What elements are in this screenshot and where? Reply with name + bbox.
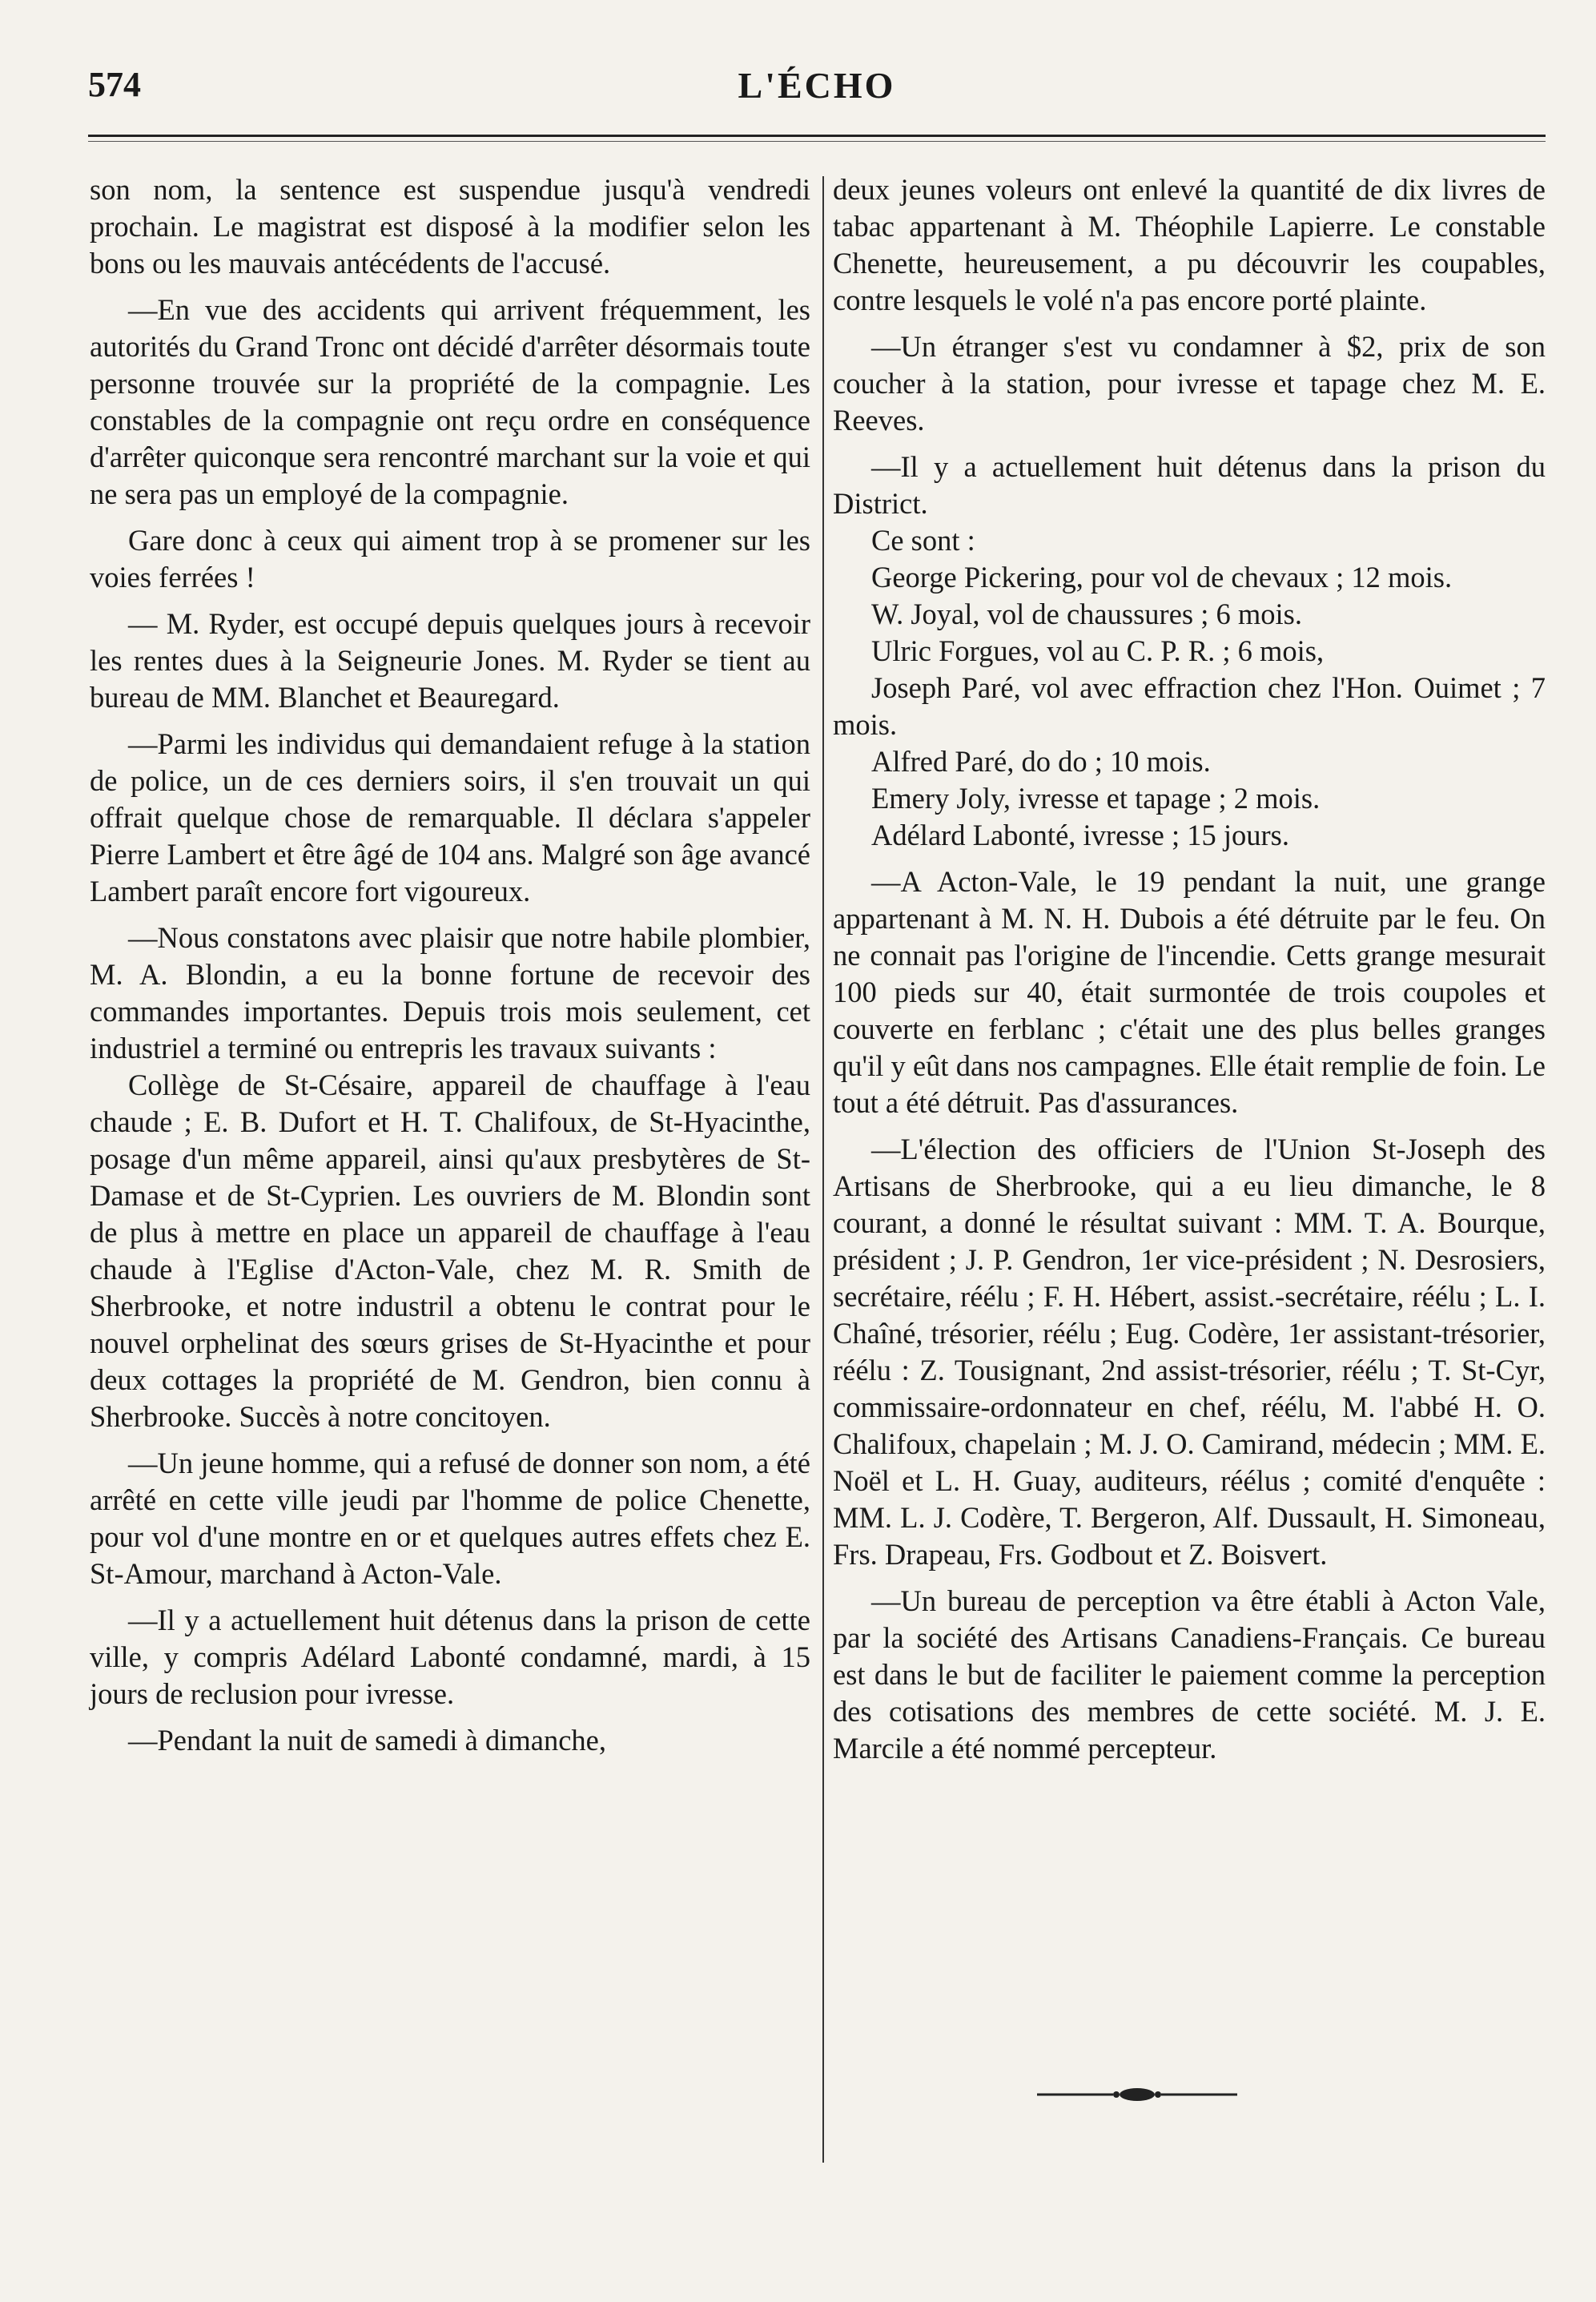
article-paragraph: —Parmi les individus qui demandaient refuge à la station de police, un de ces derniers soirs, il s'en trouvait un qui offrait quelque chose de remarquable. Il déclara s'appeler Pierre Lambert et être âgé de 104 ans. Malgré son âge avancé Lambert paraît encore fort vigoureux. <box>90 727 810 908</box>
right-column <box>833 171 1546 1777</box>
article-paragraph: —Pendant la nuit de samedi à dimanche, <box>128 1724 607 1757</box>
page-number: 574 <box>88 65 141 104</box>
article-paragraph: son nom, la sentence est suspendue jusqu'à vendredi prochain. Le magistrat est disposé à la modifier selon les bons ou les mauvais antécédents de l'accusé. <box>90 173 810 280</box>
article-paragraph: —En vue des accidents qui arrivent fréquemment, les autorités du Grand Tronc ont décidé d'arrêter désormais toute personne trouvée sur la propriété de la compagnie. Les constables de la compagnie ont reçu ordre en conséquence d'arrêter quiconque sera rencontré marchant sur la voie et qui ne sera pas un employé de la compagnie. <box>90 293 810 510</box>
list-item: Joseph Paré, vol avec effraction chez l'Hon. Ouimet ; 7 mois. <box>833 671 1546 741</box>
article-paragraph: —L'élection des officiers de l'Union St-Joseph des Artisans de Sherbrooke, qui a eu lieu dimanche, le 8 courant, a donné le résultat suivant : MM. T. A. Bourque, président ; J. P. Gendron, 1er vice-président ; N. Desrosiers, secrétaire, réélu ; F. H. Hébert, assist.-secrétaire, réélu ; L. I. Chaîné, trésorier, réélu ; Eug. Codère, 1er assistant-trésorier, réélu : Z. Tousignant, 2nd assist-trésorier, réélu ; T. St-Cyr, commissaire-ordonnateur en chef, réélu, M. l'abbé H. O. Chalifoux, chapelain ; M. J. O. Camirand, médecin ; MM. E. Noël et L. H. Guay, auditeurs, réélus ; comité d'enquête : MM. L. J. Codère, T. Bergeron, Alf. Dussault, H. Simoneau, Frs. Drapeau, Frs. Godbout et Z. Boisvert. <box>833 1133 1546 1571</box>
article-paragraph: —Il y a actuellement huit détenus dans la prison de cette ville, y compris Adélard Labonté condamné, mardi, à 15 jours de reclusion pour ivresse. <box>90 1604 810 1710</box>
header-rule <box>88 135 1546 137</box>
article-paragraph: —Nous constatons avec plaisir que notre habile plombier, M. A. Blondin, a eu la bonne fortune de recevoir des commandes importantes. Depuis trois mois seulement, cet industriel a terminé ou entrepris les travaux suivants : <box>90 921 810 1064</box>
article-paragraph: —Il y a actuellement huit détenus dans la prison du District. <box>833 450 1546 520</box>
left-column <box>90 171 810 1769</box>
page-header <box>88 64 1546 128</box>
article-paragraph: —Un étranger s'est vu condamner à $2, prix de son coucher à la station, pour ivresse et tapage chez M. E. Reeves. <box>833 330 1546 437</box>
header-rule-thin <box>88 141 1546 142</box>
article-paragraph: Collège de St-Césaire, appareil de chauffage à l'eau chaude ; E. B. Dufort et H. T. Chalifoux, de St-Hyacinthe, posage d'un même appareil, ainsi qu'aux presbytères de St-Damase et de St-Cyprien. Les ouvriers de M. Blondin sont de plus à mettre en place un appareil de chauffage à l'eau chaude à l'Eglise d'Acton-Vale, chez M. R. Smith de Sherbrooke, et notre industril a obtenu le contrat pour le nouvel orphelinat des sœurs grises de St-Hyacinthe et pour deux cottages la propriété de M. Gendron, bien connu à Sherbrooke. Succès à notre concitoyen. <box>90 1068 810 1433</box>
list-item: W. Joyal, vol de chaussures ; 6 mois. <box>871 598 1302 630</box>
detainee-list <box>833 559 1546 854</box>
running-title: L'ÉCHO <box>738 65 896 106</box>
list-item: Ulric Forgues, vol au C. P. R. ; 6 mois, <box>871 634 1325 667</box>
article-paragraph: Gare donc à ceux qui aiment trop à se promener sur les voies ferrées ! <box>90 524 810 594</box>
section-ornament <box>1033 2083 1241 2107</box>
article-paragraph: —A Acton-Vale, le 19 pendant la nuit, une grange appartenant à M. N. H. Dubois a été détruite par le feu. On ne connait pas l'origine de l'incendie. Cetts grange mesurait 100 pieds sur 40, était surmontée de trois coupoles et couverte en ferblanc ; c'était une des plus belles granges qu'il y eût dans nos campagnes. Elle était remplie de foin. Le tout a été détruit. Pas d'assurances. <box>833 865 1546 1119</box>
column-divider <box>822 176 824 2163</box>
list-intro: Ce sont : <box>871 524 975 557</box>
article-paragraph: — M. Ryder, est occupé depuis quelques jours à recevoir les rentes dues à la Seigneurie Jones. M. Ryder se tient au bureau de MM. Blanchet et Beauregard. <box>90 607 810 714</box>
article-paragraph: —Un jeune homme, qui a refusé de donner son nom, a été arrêté en cette ville jeudi par l'homme de police Chenette, pour vol d'une montre en or et quelques autres effets chez E. St-Amour, marchand à Acton-Vale. <box>90 1447 810 1590</box>
article-paragraph: —Un bureau de perception va être établi à Acton Vale, par la société des Artisans Canadiens-Français. Ce bureau est dans le but de faciliter le paiement comme la perception des cotisations des membres de cette société. M. J. E. Marcile a été nommé percepteur. <box>833 1584 1546 1765</box>
list-item: Adélard Labonté, ivresse ; 15 jours. <box>871 819 1290 851</box>
list-item: Emery Joly, ivresse et tapage ; 2 mois. <box>871 782 1321 815</box>
list-item: George Pickering, pour vol de chevaux ; 12 mois. <box>871 561 1453 594</box>
list-item: Alfred Paré, do do ; 10 mois. <box>871 745 1211 778</box>
article-paragraph: deux jeunes voleurs ont enlevé la quantité de dix livres de tabac appartenant à M. Théophile Lapierre. Le constable Chenette, heureusement, a pu découvrir les coupables, contre lesquels le volé n'a pas encore porté plainte. <box>833 173 1546 316</box>
